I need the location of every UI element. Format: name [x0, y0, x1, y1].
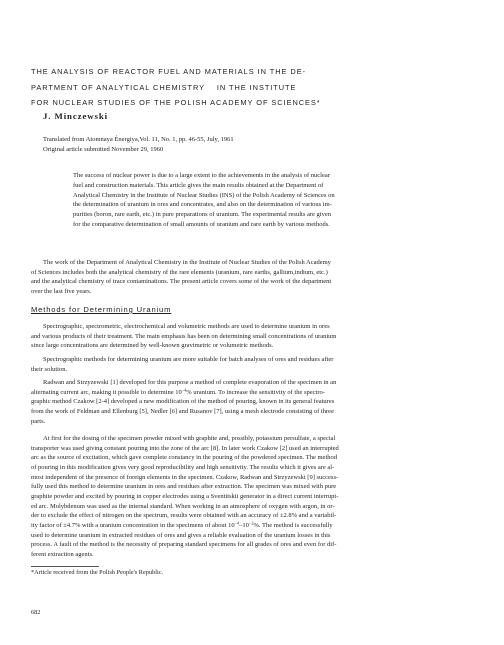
author-name: J. Minczewski: [43, 111, 108, 121]
body-line: graphic method Czakow [2-4] developed a new modification of the method of pouring, known in its general features: [31, 398, 335, 406]
body-line: of pouring in this modification gives very good reproducibility and high sensitivity. The results which it gives are al-: [31, 463, 335, 471]
footnote: *Article received from the Polish People's Republic.: [31, 569, 164, 576]
exponent: −4: [181, 387, 187, 393]
text-run: ity factor of ±4.7% with a uranium concentration in the specimens of about 10: [31, 521, 235, 529]
body-line: Spectrographic, spectrometric, electrochemical and volumetric methods are used to determine uranium in ores: [43, 323, 330, 330]
title-line: PARTMENT OF ANALYTICAL CHEMISTRY IN THE INSTITUTE: [31, 82, 297, 92]
body-line: most independent of the presence of foreign elements in the specimen. Czakow, Radwan and Strzyzewski [9] success-: [31, 473, 339, 481]
text-run: alternating current arc, making it possible to determine 10: [31, 388, 182, 396]
body-line: and various products of their treatment. The main emphasis has been on determining small concentrations of uranium: [31, 332, 337, 340]
paragraph-radwan: [31, 378, 336, 426]
abstract: [73, 171, 483, 230]
body-line: used to determine uranium in extracted residues of ores and gives a reliable evaluation of the uranium losses in this: [31, 531, 331, 539]
abstract-line: The success of nuclear power is due to a large extent to the achievements in the analysis of nuclear: [73, 172, 330, 179]
body-line: arc as the source of excitation, which gave complete constancy in the pouring of the powdered specimen. The method: [31, 454, 337, 462]
abstract-line: purities (boron, rare earth, etc.) in pure preparations of uranium. The experimental results are given: [73, 211, 331, 218]
intro-paragraph: [31, 258, 331, 297]
exponent: −4: [234, 520, 240, 526]
text-run: –10: [239, 521, 249, 529]
body-line: of Sciences includes both the analytical chemistry of the rare elements (uranium, rare earths, gallium,indium, etc.): [31, 268, 328, 276]
body-line: [31, 388, 336, 398]
submission-date: Original article submitted November 29, 1960: [43, 145, 164, 153]
body-line: parts.: [31, 417, 46, 425]
body-line: Spectrographic methods for determining uranium are more suitable for batch analyses of ores and residues after: [43, 356, 334, 363]
body-line: since large concentrations are determined by well-known gravimetric or volumetric methods.: [31, 342, 274, 350]
body-line: ed arc. Molybdenum was used as the internal standard. When working in an atmosphere of oxygen with argon, in or-: [31, 502, 335, 510]
body-line: graphite powder and excited by pouring in copper electrodes using a Sventitskii generator in a direct current interrupt-: [31, 492, 339, 500]
abstract-line: the determination of uranium in ores and concentrates, and also on the determination of various im-: [73, 201, 332, 209]
footnote-divider: [31, 566, 99, 567]
abstract-line: fuel and construction materials. This article gives the main results obtained at the Department of: [73, 181, 324, 189]
text-run: %. The method is successfully: [253, 521, 333, 529]
paragraph-methods: [31, 322, 336, 351]
translation-source: Translated from Atomnaya Énergiya,Vol. 11, No. 1, pp. 46-55, July, 1961: [43, 136, 234, 143]
paragraph-spectrographic: [31, 355, 333, 374]
body-line: fully used this method to determine uranium in ores and residues after extraction. The specimen was mixed with pure: [31, 483, 337, 491]
body-line: The work of the Department of Analytical Chemistry in the Institute of Nuclear Studies of the Polish Academy: [43, 259, 331, 266]
body-line: transporter was used giving constant pouring into the zone of the arc [8]. In later work Czakow [2] used an interrupted: [31, 444, 339, 452]
body-line: der to exclude the effect of nitrogen on the spectrum, results were obtained with an accuracy of ±2.8% and a variabil-: [31, 512, 337, 520]
publication-info: [43, 135, 234, 154]
body-line: ferent extraction agents.: [31, 550, 94, 558]
body-line: [31, 521, 339, 531]
body-line: and the analytical chemistry of trace contaminations. The present article covers some of the work of the department: [31, 278, 332, 286]
article-title: [31, 64, 481, 111]
exponent: −2: [248, 520, 254, 526]
body-line: their solution.: [31, 365, 68, 373]
text-run: % uranium. To increase the sensitivity of the spectro-: [186, 388, 325, 396]
body-line: over the last five years.: [31, 287, 92, 295]
title-line: FOR NUCLEAR STUDIES OF THE POLISH ACADEMY OF SCIENCES*: [31, 98, 321, 107]
title-line: THE ANALYSIS OF REACTOR FUEL AND MATERIALS IN THE DE-: [31, 67, 306, 76]
body-line: process. A fault of the method is the necessity of preparing standard specimens for all grades of ores and even for dif-: [31, 541, 337, 549]
abstract-line: Analytical Chemistry in the Institute of Nuclear Studies (INS) of the Polish Academy of Sciences on: [73, 191, 335, 199]
body-line: Radwan and Strzyzewski [1] developed for this purpose a method of complete evaporation of the specimen in an: [43, 379, 337, 386]
body-line: At first for the dosing of the specimen powder mixed with graphite and, possibly, potassium persulfate, a special: [43, 435, 336, 442]
paragraph-dosing: [31, 434, 339, 560]
body-line: from the work of Feldman and Ellenburg [5], Nedler [6] and Rusanov [7], using a mesh electrode consisting of three: [31, 407, 334, 415]
abstract-line: for the comparative determination of small amounts of uranium and rare earth by various methods.: [73, 220, 330, 228]
section-heading: Methods for Determining Uranium: [31, 305, 172, 314]
page-number: 682: [31, 609, 41, 616]
